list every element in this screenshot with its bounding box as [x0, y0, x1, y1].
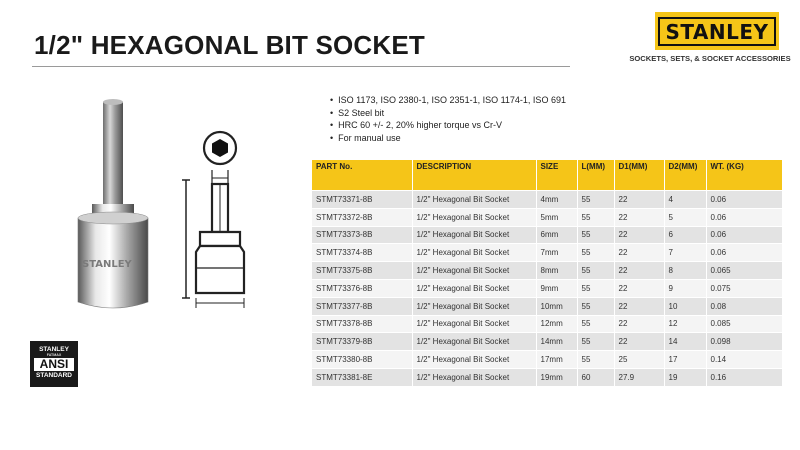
table-cell: 55 [577, 208, 614, 226]
table-row [312, 262, 782, 280]
table-cell: 0.065 [706, 262, 782, 280]
table-row [312, 244, 782, 262]
socket-engraving: STANLEY [82, 259, 132, 270]
socket-end-view [204, 132, 236, 164]
table-cell: 55 [577, 297, 614, 315]
table-cell: 55 [577, 279, 614, 297]
feature-item: • For manual use [330, 132, 566, 145]
hex-bit-tip [103, 99, 123, 105]
column-header-part-no: PART No. [312, 160, 412, 191]
table-cell: 1/2" Hexagonal Bit Socket [412, 297, 536, 315]
table-header-row [312, 160, 782, 191]
table-cell: 5 [664, 208, 706, 226]
table-cell: 12 [664, 315, 706, 333]
table-cell: 17 [664, 351, 706, 369]
table-cell: 55 [577, 351, 614, 369]
table-cell: 1/2" Hexagonal Bit Socket [412, 368, 536, 385]
table-cell: 22 [614, 226, 664, 244]
spec-table [312, 160, 783, 386]
diagram-collar [200, 232, 240, 246]
table-cell: STMT73373-8B [312, 226, 412, 244]
table-cell: 0.075 [706, 279, 782, 297]
table-cell: STMT73375-8B [312, 262, 412, 280]
column-header-size: SIZE [536, 160, 577, 191]
table-cell: 22 [614, 191, 664, 209]
badge-sub: FATMAX [46, 353, 62, 357]
table-row [312, 208, 782, 226]
table-cell: 0.098 [706, 333, 782, 351]
table-cell: 1/2" Hexagonal Bit Socket [412, 315, 536, 333]
table-cell: 7 [664, 244, 706, 262]
table-cell: 14 [664, 333, 706, 351]
table-row [312, 226, 782, 244]
table-cell: 22 [614, 244, 664, 262]
feature-item: • HRC 60 +/- 2, 20% higher torque vs Cr-V [330, 119, 566, 132]
table-cell: 22 [614, 262, 664, 280]
ansi-standard-badge [30, 341, 78, 387]
table-cell: 0.08 [706, 297, 782, 315]
badge-standard-label: STANDARD [36, 372, 72, 379]
table-cell: 0.14 [706, 351, 782, 369]
table-cell: 4 [664, 191, 706, 209]
table-cell: 22 [614, 315, 664, 333]
table-cell: 4mm [536, 191, 577, 209]
table-cell: STMT73372-8B [312, 208, 412, 226]
socket-shoulder [78, 212, 148, 224]
table-cell: 10mm [536, 297, 577, 315]
table-cell: 1/2" Hexagonal Bit Socket [412, 262, 536, 280]
table-row [312, 191, 782, 209]
category-label: SOCKETS, SETS, & SOCKET ACCESSORIES [629, 54, 791, 63]
table-cell: 8mm [536, 262, 577, 280]
table-row [312, 279, 782, 297]
table-cell: 25 [614, 351, 664, 369]
table-cell: 8 [664, 262, 706, 280]
table-row [312, 333, 782, 351]
table-cell: 55 [577, 262, 614, 280]
table-cell: STMT73378-8B [312, 315, 412, 333]
table-cell: STMT73374-8B [312, 244, 412, 262]
table-cell: 0.06 [706, 208, 782, 226]
badge-brand: STANLEY [39, 346, 69, 353]
column-header-d2: D2(MM) [664, 160, 706, 191]
title-divider [32, 66, 570, 67]
table-cell: 1/2" Hexagonal Bit Socket [412, 244, 536, 262]
table-cell: 22 [614, 297, 664, 315]
page-title: 1/2" HEXAGONAL BIT SOCKET [34, 30, 426, 60]
badge-standard: ANSI [34, 358, 74, 371]
table-cell: 17mm [536, 351, 577, 369]
table-cell: 12mm [536, 315, 577, 333]
table-row [312, 368, 782, 385]
table-cell: STMT73379-8B [312, 333, 412, 351]
table-cell: 10 [664, 297, 706, 315]
table-cell: 55 [577, 226, 614, 244]
table-cell: 0.06 [706, 226, 782, 244]
column-header-weight: WT. (KG) [706, 160, 782, 191]
brand-logo-text: STANLEY [658, 17, 775, 46]
table-cell: 9mm [536, 279, 577, 297]
table-cell: 60 [577, 368, 614, 385]
table-cell: STMT73381-8E [312, 368, 412, 385]
table-cell: 22 [614, 333, 664, 351]
table-row [312, 315, 782, 333]
feature-item: • ISO 1173, ISO 2380-1, ISO 2351-1, ISO 1174-1, ISO 691 [330, 94, 566, 107]
brand-logo [655, 12, 779, 50]
table-cell: 9 [664, 279, 706, 297]
table-cell: 6mm [536, 226, 577, 244]
table-cell: 0.085 [706, 315, 782, 333]
table-cell: 22 [614, 208, 664, 226]
table-cell: 1/2" Hexagonal Bit Socket [412, 226, 536, 244]
column-header-length: L(MM) [577, 160, 614, 191]
table-cell: 55 [577, 244, 614, 262]
feature-list [330, 94, 566, 144]
table-cell: 0.06 [706, 244, 782, 262]
table-cell: 55 [577, 315, 614, 333]
table-cell: 1/2" Hexagonal Bit Socket [412, 191, 536, 209]
column-header-description: DESCRIPTION [412, 160, 536, 191]
table-cell: 1/2" Hexagonal Bit Socket [412, 351, 536, 369]
column-header-d1: D1(MM) [614, 160, 664, 191]
diagram-body [196, 246, 244, 293]
socket-product-image [70, 92, 170, 317]
table-cell: 7mm [536, 244, 577, 262]
table-cell: 0.16 [706, 368, 782, 385]
table-cell: STMT73377-8B [312, 297, 412, 315]
feature-item: • S2 Steel bit [330, 107, 566, 120]
table-cell: STMT73376-8B [312, 279, 412, 297]
table-cell: 0.06 [706, 191, 782, 209]
table-cell: 22 [614, 279, 664, 297]
table-cell: 1/2" Hexagonal Bit Socket [412, 208, 536, 226]
table-cell: 19 [664, 368, 706, 385]
table-cell: 6 [664, 226, 706, 244]
table-cell: 55 [577, 333, 614, 351]
table-cell: 1/2" Hexagonal Bit Socket [412, 333, 536, 351]
table-cell: 5mm [536, 208, 577, 226]
table-cell: STMT73380-8B [312, 351, 412, 369]
hex-bit-shaft [103, 102, 123, 214]
table-cell: 19mm [536, 368, 577, 385]
table-cell: STMT73371-8B [312, 191, 412, 209]
table-row [312, 351, 782, 369]
table-cell: 55 [577, 191, 614, 209]
hex-profile [212, 139, 228, 157]
table-cell: 14mm [536, 333, 577, 351]
dimension-diagram [178, 128, 258, 313]
table-row [312, 297, 782, 315]
table-cell: 1/2" Hexagonal Bit Socket [412, 279, 536, 297]
table-cell: 27.9 [614, 368, 664, 385]
